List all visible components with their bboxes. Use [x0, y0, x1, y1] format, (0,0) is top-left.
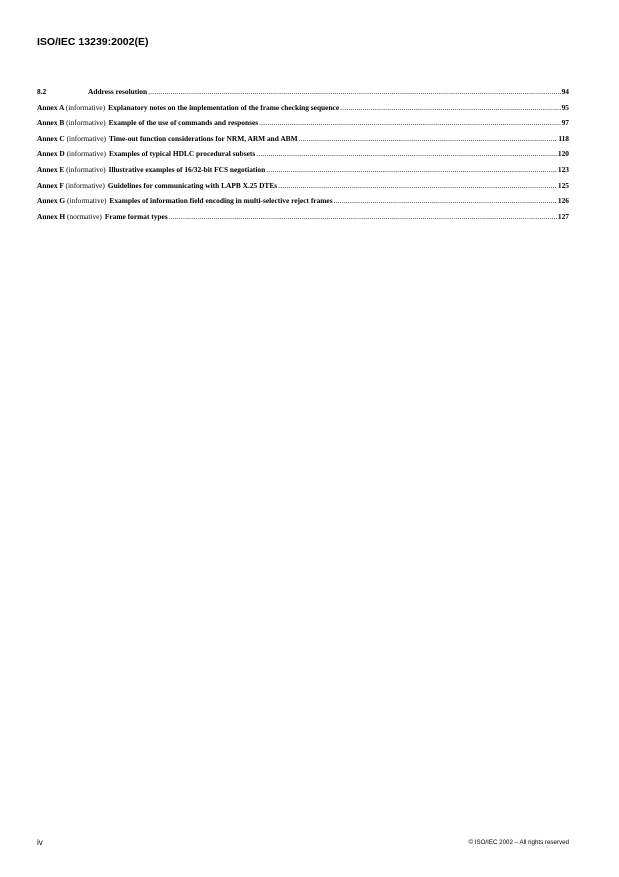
annex-letter: Annex C	[37, 133, 65, 143]
annex-kind: (informative)	[66, 118, 106, 128]
toc-annex-label	[37, 103, 105, 112]
toc-annex-label	[37, 181, 105, 190]
annex-kind: (normative)	[67, 211, 102, 221]
toc-page-number: 118	[558, 133, 569, 143]
toc-page-number: 123	[557, 164, 569, 174]
toc-page-number: 127	[557, 211, 569, 221]
annex-letter: Annex B	[37, 118, 65, 128]
toc-entry-annex-a[interactable]	[37, 103, 569, 119]
toc-page-number: 120	[557, 149, 569, 159]
toc-page-number: 126	[557, 196, 569, 206]
document-id-header: ISO/IEC 13239:2002(E)	[37, 36, 149, 48]
toc-annex-label	[37, 212, 102, 221]
toc-annex-label	[37, 134, 106, 143]
toc-entry-8-2[interactable]	[37, 87, 569, 103]
annex-kind: (informative)	[66, 149, 106, 159]
toc-dot-leader	[169, 212, 557, 221]
toc-entry-annex-e[interactable]	[37, 165, 569, 181]
annex-letter: Annex A	[37, 102, 64, 112]
toc-entry-title: Examples of typical HDLC procedural subsets	[108, 149, 256, 159]
annex-letter: Annex E	[37, 164, 65, 174]
toc-page-number: 95	[561, 102, 569, 112]
toc-dot-leader	[340, 103, 560, 112]
toc-entry-annex-g[interactable]	[37, 196, 569, 212]
toc-dot-leader	[278, 181, 557, 190]
toc-dot-leader	[299, 134, 558, 143]
annex-kind: (informative)	[65, 180, 105, 190]
toc-entry-title: Example of the use of commands and responses	[108, 118, 259, 128]
footer-page-number: iv	[37, 838, 43, 847]
toc-dot-leader	[148, 87, 561, 96]
annex-kind: (informative)	[67, 196, 107, 206]
toc-entry-title: Examples of information field encoding in multi-selective reject frames	[109, 196, 333, 206]
toc-annex-label	[37, 165, 106, 174]
toc-entry-title: Time-out function considerations for NRM, ARM and ABM	[108, 133, 298, 143]
annex-letter: Annex D	[37, 149, 65, 159]
annex-kind: (informative)	[66, 164, 106, 174]
toc-entry-title: Address resolution	[88, 87, 148, 96]
toc-page-number: 97	[561, 118, 569, 128]
toc-entry-annex-b[interactable]	[37, 118, 569, 134]
toc-page-number: 94	[561, 87, 569, 96]
footer-copyright: © ISO/IEC 2002 – All rights reserved	[468, 839, 569, 846]
toc-entry-title: Guidelines for communicating with LAPB X.25 DTEs	[107, 180, 278, 190]
toc-clause-number: 8.2	[37, 87, 47, 96]
annex-letter: Annex H	[37, 211, 66, 221]
annex-letter: Annex G	[37, 196, 66, 206]
toc-entry-annex-h[interactable]	[37, 212, 569, 228]
toc-annex-label	[37, 118, 106, 127]
annex-kind: (informative)	[66, 133, 106, 143]
toc-entry-annex-d[interactable]	[37, 149, 569, 165]
annex-letter: Annex F	[37, 180, 64, 190]
toc-dot-leader	[259, 118, 560, 127]
toc-dot-leader	[334, 196, 557, 205]
toc-entry-annex-c[interactable]	[37, 134, 569, 150]
toc-dot-leader	[256, 149, 557, 158]
toc-page-number: 125	[557, 180, 569, 190]
toc-entry-title: Illustrative examples of 16/32-bit FCS negotiation	[108, 164, 266, 174]
toc-entry-title: Explanatory notes on the implementation of the frame checking sequence	[108, 102, 340, 112]
annex-kind: (informative)	[65, 102, 106, 112]
table-of-contents	[37, 87, 569, 227]
toc-annex-label	[37, 149, 106, 158]
toc-dot-leader	[266, 165, 557, 174]
toc-entry-annex-f[interactable]	[37, 181, 569, 197]
toc-annex-label	[37, 196, 106, 205]
toc-entry-title: Frame format types	[104, 211, 168, 221]
